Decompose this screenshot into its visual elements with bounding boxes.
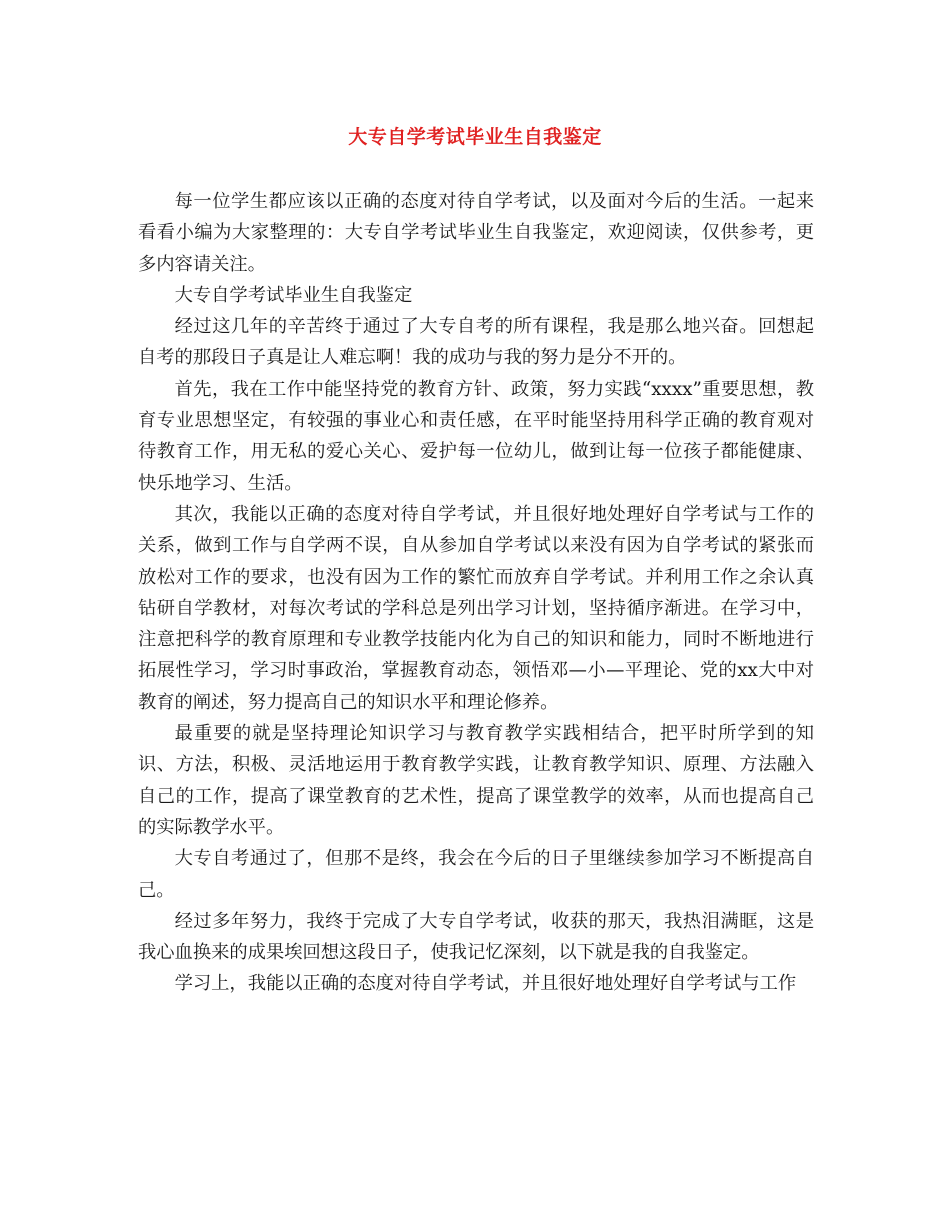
paragraph-2: 首先，我在工作中能坚持党的教育方针、政策，努力实践“xxxx”重要思想，教育专业思想坚定，有较强的事业心和责任感，在平时能坚持用科学正确的教育观对待教育工作，用无私的爱心关心、爱护每一位幼儿，做到让每一位孩子都能健康、快乐地学习、生活。 (138, 378, 814, 494)
paragraph-4: 最重要的就是坚持理论知识学习与教育教学实践相结合，把平时所学到的知识、方法，积极、灵活地运用于教育教学实践，让教育教学知识、原理、方法融入自己的工作，提高了课堂教育的艺术性，提高了课堂教学的效率，从而也提高自己的实际教学水平。 (138, 723, 814, 838)
paragraph-intro: 每一位学生都应该以正确的态度对待自学考试，以及面对今后的生活。一起来看看小编为大家整理的：大专自学考试毕业生自我鉴定，欢迎阅读，仅供参考，更多内容请关注。 (138, 191, 814, 275)
paragraph-7: 学习上，我能以正确的态度对待自学考试，并且很好地处理好自学考试与工作 (174, 973, 797, 995)
document-body (138, 186, 814, 1000)
paragraph-1: 经过这几年的辛苦终于通过了大专自考的所有课程，我是那么地兴奋。回想起自考的那段日子真是让人难忘啊！我的成功与我的努力是分不开的。 (138, 316, 814, 369)
paragraph-6: 经过多年努力，我终于完成了大专自学考试，收获的那天，我热泪满眶，这是我心血换来的成果埃回想这段日子，使我记忆深刻，以下就是我的自我鉴定。 (138, 910, 814, 964)
paragraph-3: 其次，我能以正确的态度对待自学考试，并且很好地处理好自学考试与工作的关系，做到工作与自学两不误，自从参加自学考试以来没有因为自学考试的紧张而放松对工作的要求，也没有因为工作的繁忙而放弃自学考试。并利用工作之余认真钻研自学教材，对每次考试的学科总是列出学习计划，坚持循序渐进。在学习中，注意把科学的教育原理和专业教学技能内化为自己的知识和能力，同时不断地进行拓展性学习，学习时事政治，掌握教育动态，领悟邓—小—平理论、党的xx大中对教育的阐述，努力提高自己的知识水平和理论修养。 (138, 503, 814, 713)
document-title: 大专自学考试毕业生自我鉴定 (348, 126, 602, 148)
paragraph-subheading: 大专自学考试毕业生自我鉴定 (174, 284, 413, 306)
paragraph-5: 大专自考通过了，但那不是终，我会在今后的日子里继续参加学习不断提高自己。 (138, 848, 814, 901)
